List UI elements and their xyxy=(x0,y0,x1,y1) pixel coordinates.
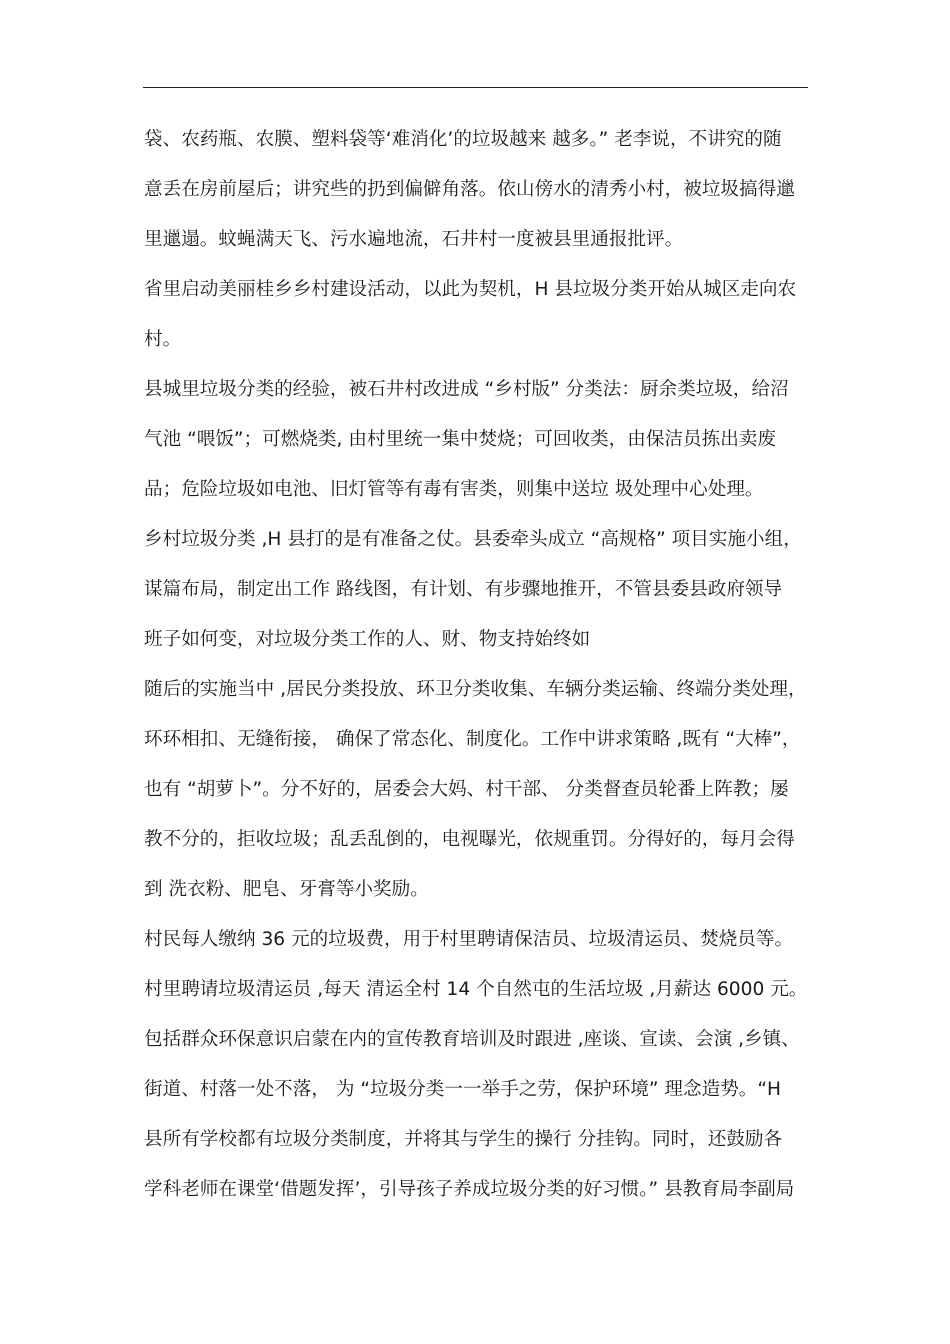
text-line: 村里聘请垃圾清运员 ,每天 清运全村 14 个自然屯的生活垃圾 ,月薪达 6000 元。 xyxy=(144,979,808,1000)
text-line: 县城里垃圾分类的经验，被石井村改进成 “乡村版” 分类法：厨余类垃圾，给沼 xyxy=(144,379,789,400)
text-line: 教不分的，拒收垃圾；乱丢乱倒的，电视曝光，依规重罚。分得好的，每月会得 xyxy=(144,829,795,850)
text-line: 气池 “喂饭”；可燃烧类, 由村里统一集中焚烧；可回收类，由保洁员拣出卖废 xyxy=(144,429,776,450)
text-line: 随后的实施当中 ,居民分类投放、环卫分类收集、车辆分类运输、终端分类处理， xyxy=(144,679,807,700)
text-line: 包括群众环保意识启蒙在内的宣传教育培训及时跟进 ,座谈、宣读、会演 ,乡镇、 xyxy=(144,1029,800,1050)
text-line: 省里启动美丽桂乡乡村建设活动，以此为契机，H 县垃圾分类开始从城区走向农 xyxy=(144,279,797,300)
text-line: 意丢在房前屋后；讲究些的扔到偏僻角落。依山傍水的清秀小村，被垃圾搞得邋 xyxy=(144,179,795,200)
text-line: 品；危险垃圾如电池、旧灯管等有毒有害类，则集中送垃 圾处理中心处理。 xyxy=(144,479,764,500)
header-rule xyxy=(143,87,808,88)
text-line: 村民每人缴纳 36 元的垃圾费，用于村里聘请保洁员、垃圾清运员、焚烧员等。 xyxy=(144,929,794,950)
text-line: 里邋遢。蚊蝇满天飞、污水遍地流，石井村一度被县里通报批评。 xyxy=(144,229,684,250)
text-line: 街道、村落一处不落， 为 “垃圾分类一一举手之劳，保护环境” 理念造势。“H xyxy=(144,1079,782,1100)
text-line: 乡村垃圾分类 ,H 县打的是有准备之仗。县委牵头成立 “高规格” 项目实施小组， xyxy=(144,529,802,550)
text-line: 村。 xyxy=(144,329,182,350)
text-line: 谋篇布局，制定出工作 路线图，有计划、有步骤地推开，不管县委县政府领导 xyxy=(144,579,783,600)
text-line: 也有 “胡萝卜”。分不好的，居委会大妈、村干部、 分类督查员轮番上阵教；屡 xyxy=(144,779,789,800)
text-line: 到 洗衣粉、肥皂、牙膏等小奖励。 xyxy=(144,879,429,900)
document-body xyxy=(144,115,812,1215)
text-line: 班子如何变，对垃圾分类工作的人、财、物支持始终如 xyxy=(144,629,591,650)
text-line: 袋、农药瓶、农膜、塑料袋等‘难消化’的垃圾越来 越多。” 老李说，不讲究的随 xyxy=(144,129,782,150)
text-line: 环环相扣、无缝衔接， 确保了常态化、制度化。工作中讲求策略 ,既有 “大棒”， xyxy=(144,729,801,750)
text-line: 学科老师在课堂‘借题发挥’，引导孩子养成垃圾分类的好习惯。” 县教育局李副局 xyxy=(144,1179,795,1200)
text-line: 县所有学校都有垃圾分类制度，并将其与学生的操行 分挂钩。同时，还鼓励各 xyxy=(144,1129,783,1150)
